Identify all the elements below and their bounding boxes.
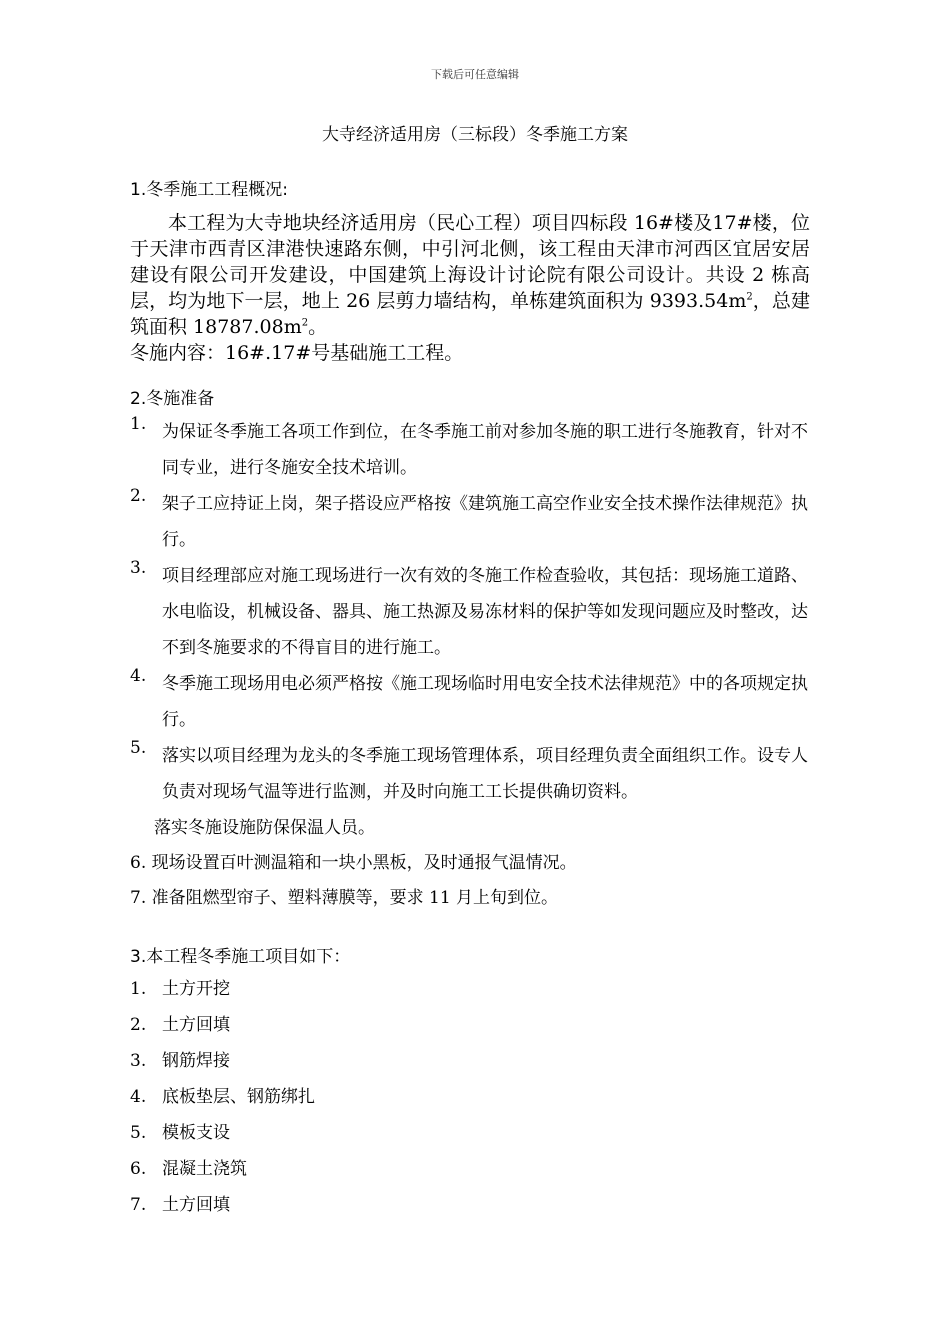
section-2-heading: 2.冬施准备 <box>130 389 215 409</box>
list-item <box>130 666 810 738</box>
list-item-text: 落实以项目经理为龙头的冬季施工现场管理体系，项目经理负责全面组织工作。设专人负责对现场气温等进行监测，并及时向施工工长提供确切资料。 <box>162 746 808 802</box>
preparation-list <box>130 414 810 810</box>
prep-item-6: 6. 现场设置百叶测温箱和一块小黑板，及时通报气温情况。 <box>130 853 577 873</box>
overview-text-c: 。 <box>308 316 328 338</box>
list-item <box>130 1151 810 1187</box>
list-item-text: 架子工应持证上岗，架子搭设应严格按《建筑施工高空作业安全技术操作法律规范》执行。 <box>162 494 808 550</box>
list-item-text: 土方回填 <box>162 1195 230 1215</box>
list-item <box>130 738 810 810</box>
list-item-text: 项目经理部应对施工现场进行一次有效的冬施工作检查验收，其包括：现场施工道路、水电临设，机械设备、器具、施工热源及易冻材料的保护等如发现问题应及时整改，达不到冬施要求的不得盲目的进行施工。 <box>162 566 808 658</box>
list-item-text: 土方开挖 <box>162 979 230 999</box>
list-item-number: 7. <box>130 1195 147 1215</box>
list-item-number: 6. <box>130 1159 147 1179</box>
list-item-number: 3. <box>130 1051 147 1071</box>
overview-text-b: ，总建筑面积 18787.08m <box>130 290 810 338</box>
list-item <box>130 1187 810 1223</box>
list-item-number: 3. <box>130 558 147 578</box>
overview-paragraph <box>130 210 810 340</box>
superscript-1: 2 <box>746 291 753 303</box>
list-item <box>130 1079 810 1115</box>
list-item-number: 4. <box>130 666 147 686</box>
list-item <box>130 558 810 666</box>
header-note: 下载后可任意编辑 <box>431 68 519 81</box>
winter-items-list <box>130 971 810 1223</box>
list-item-number: 2. <box>130 486 147 506</box>
list-item-text: 底板垫层、钢筋绑扎 <box>162 1087 315 1107</box>
superscript-2: 2 <box>301 317 309 329</box>
list-item-number: 5. <box>130 1123 147 1143</box>
list-item-number: 1. <box>130 979 147 999</box>
section-1-body <box>130 210 810 366</box>
list-item-number: 5. <box>130 738 147 758</box>
list-item-text: 冬季施工现场用电必须严格按《施工现场临时用电安全技术法律规范》中的各项规定执行。 <box>162 674 808 730</box>
prep-item-7: 7. 准备阻燃型帘子、塑料薄膜等，要求 11 月上旬到位。 <box>130 888 559 908</box>
list-item <box>130 971 810 1007</box>
section-1-heading: 1.冬季施工工程概况: <box>130 180 288 200</box>
list-item-number: 1. <box>130 414 147 434</box>
list-item <box>130 486 810 558</box>
list-item-number: 4. <box>130 1087 147 1107</box>
list-item-text: 钢筋焊接 <box>162 1051 230 1071</box>
extra-line: 落实冬施设施防保保温人员。 <box>154 818 375 838</box>
list-item-text: 混凝土浇筑 <box>162 1159 247 1179</box>
list-item-text: 为保证冬季施工各项工作到位，在冬季施工前对参加冬施的职工进行冬施教育，针对不同专业，进行冬施安全技术培训。 <box>162 422 808 478</box>
winter-content-line: 冬施内容：16#.17#号基础施工工程。 <box>130 342 464 364</box>
document-title: 大寺经济适用房（三标段）冬季施工方案 <box>322 125 628 145</box>
list-item-text: 土方回填 <box>162 1015 230 1035</box>
list-item-number: 2. <box>130 1015 147 1035</box>
list-item <box>130 414 810 486</box>
list-item-text: 模板支设 <box>162 1123 230 1143</box>
section-3-heading: 3.本工程冬季施工项目如下： <box>130 947 351 967</box>
list-item <box>130 1043 810 1079</box>
list-item <box>130 1007 810 1043</box>
list-item <box>130 1115 810 1151</box>
overview-text-a: 本工程为大寺地块经济适用房（民心工程）项目四标段 16#楼及17#楼，位于天津市西青区津港快速路东侧，中引河北侧，该工程由天津市河西区宜居安居建设有限公司开发建设，中国建筑上海设计讨论院有限公司设计。共设 2 栋高层，均为地下一层，地上 26 层剪力墙结构，单栋建筑面积为 9393.54m <box>130 212 810 312</box>
